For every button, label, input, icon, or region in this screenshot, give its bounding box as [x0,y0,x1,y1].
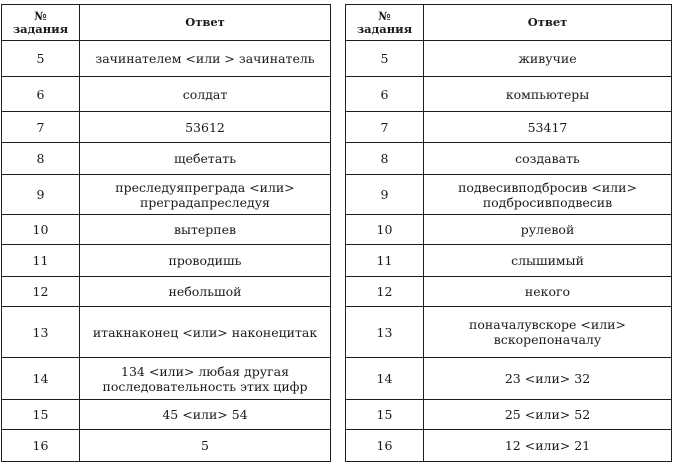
table-row [346,215,672,245]
answer-table-right-body [346,5,672,462]
task-number-cell: 14 [346,358,424,400]
answer-cell: преследуяпреграда <или> преградапреследуя [80,175,331,215]
table-row [346,175,672,215]
table-row [346,358,672,400]
table-row [2,400,331,430]
task-number-cell: 8 [346,143,424,175]
answer-cell: небольшой [80,277,331,307]
table-row [346,112,672,143]
right-table-header-row [346,5,672,41]
column-header-answer: Ответ [424,5,672,41]
table-row [346,430,672,462]
task-number-cell: 14 [2,358,80,400]
task-number-cell: 13 [2,307,80,358]
task-number-cell: 9 [346,175,424,215]
task-number-cell: 16 [2,430,80,462]
column-header-task-number: № задания [2,5,80,41]
answer-cell: зачинателем <или > зачинатель [80,41,331,77]
answer-cell: итакнаконец <или> наконецитак [80,307,331,358]
column-header-task-number: № задания [346,5,424,41]
answer-cell: живучие [424,41,672,77]
table-row [346,143,672,175]
table-row [2,112,331,143]
task-number-cell: 12 [346,277,424,307]
table-row [2,277,331,307]
task-number-cell: 11 [346,245,424,277]
answer-cell: некого [424,277,672,307]
answer-cell: компьютеры [424,77,672,112]
task-number-cell: 15 [346,400,424,430]
table-row [2,307,331,358]
task-number-cell: 8 [2,143,80,175]
task-number-cell: 12 [2,277,80,307]
column-header-answer: Ответ [80,5,331,41]
answer-cell: подвесивподбросив <или> подбросивподвесив [424,175,672,215]
table-row [2,215,331,245]
answer-cell: слышимый [424,245,672,277]
answer-cell: 12 <или> 21 [424,430,672,462]
answer-cell: вытерпев [80,215,331,245]
answer-cell: 23 <или> 32 [424,358,672,400]
table-row [2,41,331,77]
table-row [2,175,331,215]
answer-cell: 53612 [80,112,331,143]
answer-cell: 45 <или> 54 [80,400,331,430]
task-number-cell: 5 [2,41,80,77]
task-number-cell: 5 [346,41,424,77]
table-row [2,77,331,112]
task-number-cell: 7 [2,112,80,143]
task-number-cell: 13 [346,307,424,358]
answer-cell: проводишь [80,245,331,277]
left-table-header-row [2,5,331,41]
table-row [346,307,672,358]
table-row [346,245,672,277]
table-row [2,245,331,277]
answer-cell: 25 <или> 52 [424,400,672,430]
task-number-cell: 6 [2,77,80,112]
task-number-cell: 9 [2,175,80,215]
task-number-cell: 15 [2,400,80,430]
answer-table-left [1,4,331,462]
task-number-cell: 11 [2,245,80,277]
table-row [346,41,672,77]
task-number-cell: 7 [346,112,424,143]
table-row [2,430,331,462]
task-number-cell: 10 [2,215,80,245]
table-row [346,277,672,307]
answer-cell: поначалувскоре <или> вскорепоначалу [424,307,672,358]
table-row [346,400,672,430]
answer-cell: создавать [424,143,672,175]
answer-cell: щебетать [80,143,331,175]
answer-cell: рулевой [424,215,672,245]
answer-cell: 53417 [424,112,672,143]
answer-table-left-body [2,5,331,462]
answer-cell: 134 <или> любая другая последовательность этих цифр [80,358,331,400]
task-number-cell: 10 [346,215,424,245]
table-row [2,143,331,175]
table-row [346,77,672,112]
task-number-cell: 16 [346,430,424,462]
answer-cell: 5 [80,430,331,462]
table-row [2,358,331,400]
task-number-cell: 6 [346,77,424,112]
answer-table-right [345,4,672,462]
answer-cell: солдат [80,77,331,112]
